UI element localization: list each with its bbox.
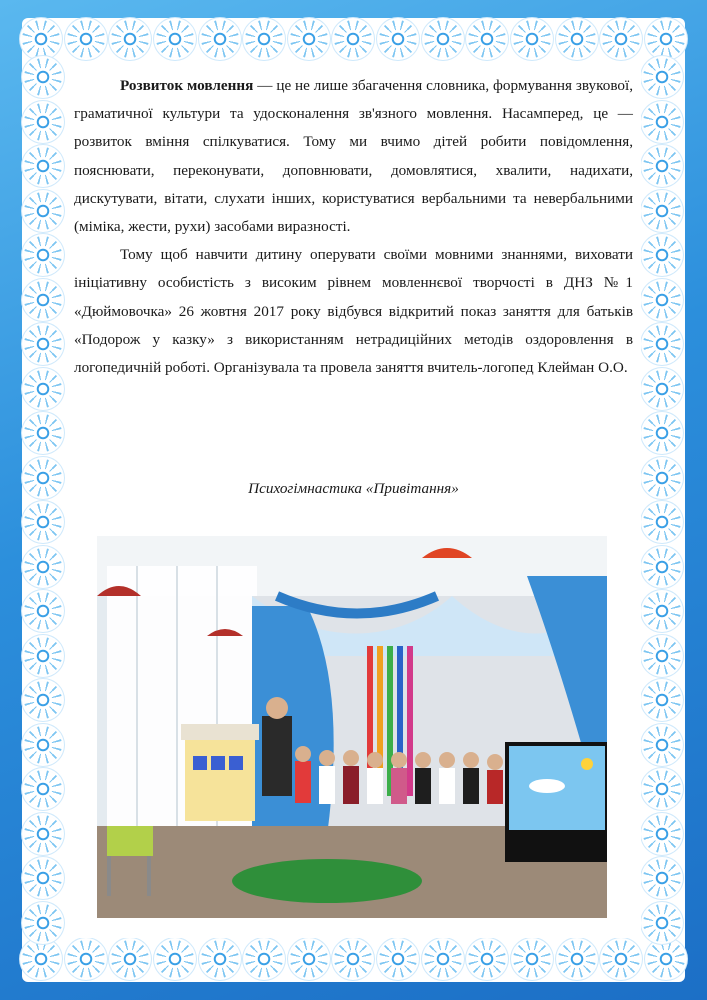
article-body	[74, 72, 633, 382]
lace-doily-icon	[24, 681, 62, 719]
lace-border-right	[643, 58, 683, 942]
lace-doily-icon	[24, 281, 62, 319]
lace-doily-icon	[643, 681, 681, 719]
lace-doily-icon	[468, 20, 506, 58]
children-performance-photo	[97, 536, 607, 918]
lace-doily-icon	[24, 592, 62, 630]
lace-doily-icon	[643, 236, 681, 274]
lace-border-left	[24, 58, 64, 942]
lace-doily-icon	[643, 370, 681, 408]
lace-doily-icon	[643, 281, 681, 319]
lace-doily-icon	[24, 770, 62, 808]
photo-caption: Психогімнастика «Привітання»	[248, 480, 459, 497]
lace-doily-icon	[111, 940, 149, 978]
lace-doily-icon	[643, 859, 681, 897]
lace-doily-icon	[643, 192, 681, 230]
lace-doily-icon	[24, 637, 62, 675]
lace-doily-icon	[643, 726, 681, 764]
lace-doily-icon	[643, 103, 681, 141]
lace-doily-icon	[647, 20, 685, 58]
lace-border-top	[22, 20, 685, 60]
paragraph-1-text: — це не лише збагачення словника, формування звукової, граматичної культури та удосконалення зв'язного мовлення. Насамперед, це — розвиток вміння спілкуватися. Тому ми вчимо дітей робити повідомлення, пояснювати, переконувати, доповнювати, домовлятися, хвалити, надихати, дискутувати, вітати, слухати інших, користуватися вербальними та невербальними (міміка, жести, рухи) засобами виразності.	[74, 77, 633, 236]
lace-doily-icon	[24, 370, 62, 408]
lace-doily-icon	[334, 940, 372, 978]
lace-border-bottom	[22, 940, 685, 980]
lace-doily-icon	[24, 503, 62, 541]
lace-doily-icon	[643, 548, 681, 586]
lace-doily-icon	[67, 20, 105, 58]
lace-doily-icon	[24, 58, 62, 96]
lace-doily-icon	[24, 548, 62, 586]
lace-doily-icon	[201, 940, 239, 978]
lace-doily-icon	[643, 503, 681, 541]
lace-doily-icon	[334, 20, 372, 58]
lace-doily-icon	[290, 20, 328, 58]
lace-doily-icon	[643, 592, 681, 630]
lace-doily-icon	[647, 940, 685, 978]
lace-doily-icon	[24, 192, 62, 230]
lace-doily-icon	[24, 414, 62, 452]
lace-doily-icon	[643, 325, 681, 363]
lace-doily-icon	[602, 20, 640, 58]
lace-doily-icon	[156, 940, 194, 978]
lace-doily-icon	[156, 20, 194, 58]
lace-doily-icon	[24, 726, 62, 764]
lace-doily-icon	[24, 147, 62, 185]
lace-doily-icon	[24, 236, 62, 274]
lace-doily-icon	[379, 940, 417, 978]
lace-doily-icon	[643, 58, 681, 96]
lace-doily-icon	[643, 459, 681, 497]
lace-doily-icon	[643, 414, 681, 452]
lace-doily-icon	[602, 940, 640, 978]
lace-doily-icon	[22, 940, 60, 978]
lace-doily-icon	[513, 20, 551, 58]
lace-doily-icon	[24, 459, 62, 497]
lace-doily-icon	[67, 940, 105, 978]
lace-doily-icon	[468, 940, 506, 978]
lace-doily-icon	[643, 770, 681, 808]
lace-doily-icon	[558, 20, 596, 58]
lace-doily-icon	[643, 815, 681, 853]
lace-doily-icon	[24, 815, 62, 853]
lace-doily-icon	[245, 940, 283, 978]
paragraph-1	[74, 72, 633, 241]
lead-term: Розвиток мовлення	[120, 77, 254, 94]
lace-doily-icon	[643, 637, 681, 675]
lace-doily-icon	[643, 147, 681, 185]
lace-doily-icon	[513, 940, 551, 978]
lace-doily-icon	[24, 904, 62, 942]
lace-doily-icon	[245, 20, 283, 58]
lace-doily-icon	[558, 940, 596, 978]
lace-doily-icon	[424, 20, 462, 58]
lace-doily-icon	[24, 859, 62, 897]
paragraph-2: Тому щоб навчити дитину оперувати своїми мовними знаннями, виховати ініціативну особистість з високим рівнем мовленнєвої творчості в ДНЗ №1 «Дюймовочка» 26 жовтня 2017 року відбувся відкритий показ заняття для батьків «Подорож у казку» з використанням нетрадиційних методів оздоровлення в логопедичній роботі. Організувала та провела заняття вчитель-логопед Клейман О.О.	[74, 246, 633, 377]
lace-doily-icon	[424, 940, 462, 978]
lace-doily-icon	[201, 20, 239, 58]
lace-doily-icon	[111, 20, 149, 58]
lace-doily-icon	[379, 20, 417, 58]
lace-doily-icon	[24, 103, 62, 141]
lace-doily-icon	[22, 20, 60, 58]
lace-doily-icon	[24, 325, 62, 363]
lace-doily-icon	[290, 940, 328, 978]
lace-doily-icon	[643, 904, 681, 942]
